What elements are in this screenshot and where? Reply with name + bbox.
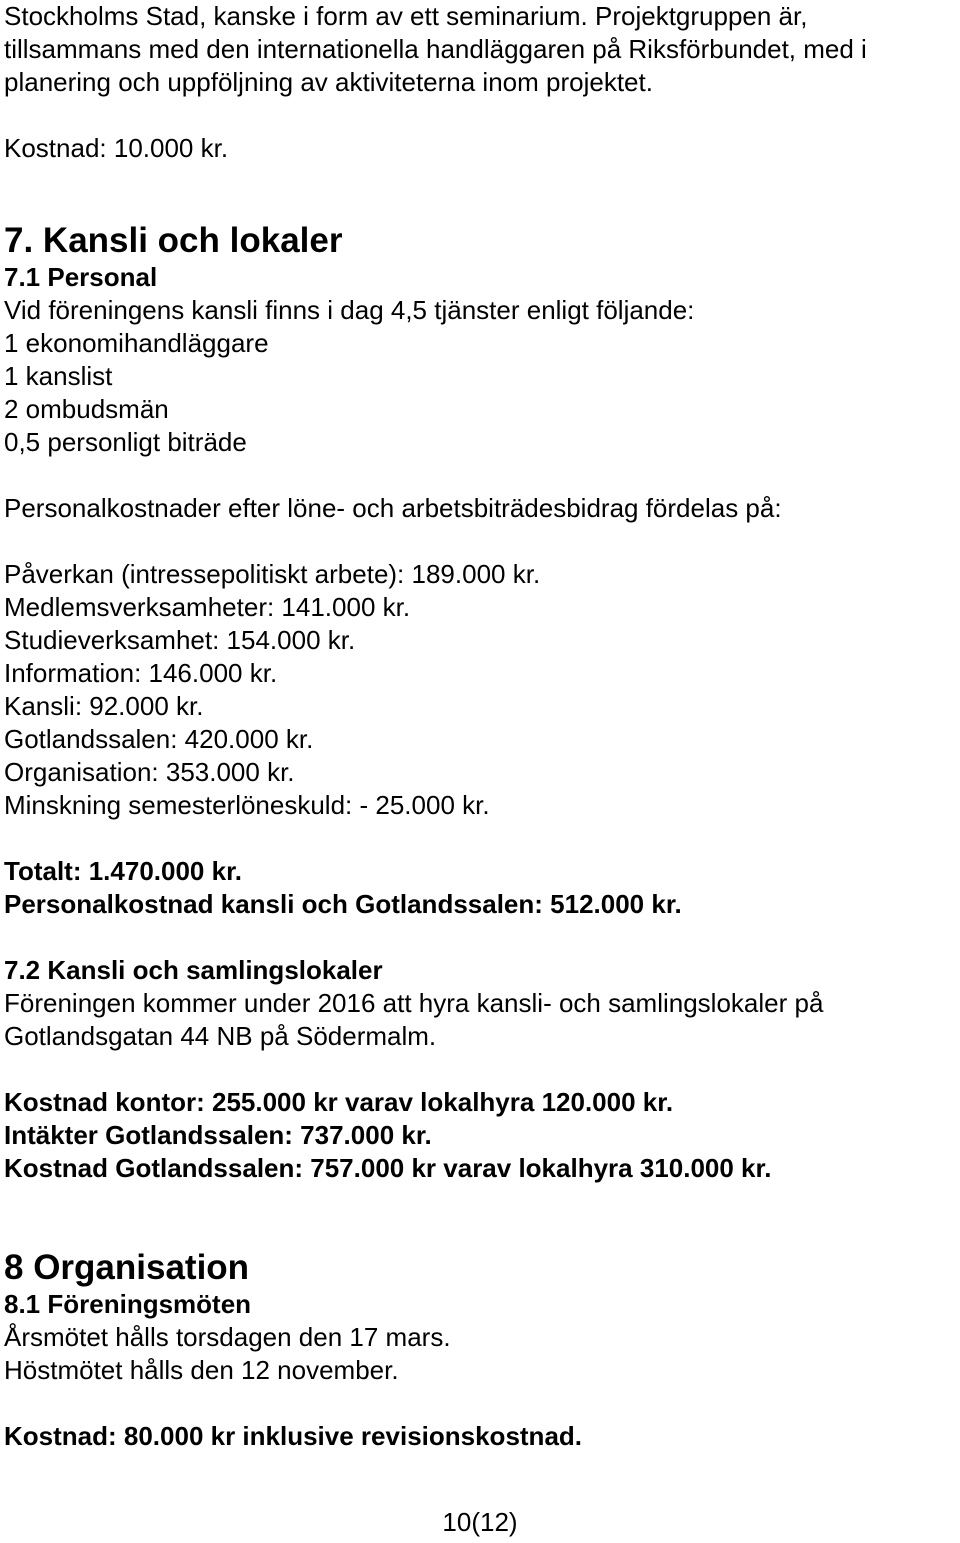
- intro-line: Stockholms Stad, kanske i form av ett seminarium. Projektgruppen är,: [4, 1, 808, 31]
- premises-line: Föreningen kommer under 2016 att hyra kansli- och samlingslokaler på: [4, 988, 824, 1018]
- staff-cost: Personalkostnad kansli och Gotlandssalen: 512.000 kr.: [4, 889, 682, 919]
- intro-line: tillsammans med den internationella handläggaren på Riksförbundet, med i: [4, 34, 867, 64]
- intro-cost: Kostnad: 10.000 kr.: [4, 133, 229, 163]
- personal-line: Vid föreningens kansli finns i dag 4,5 tjänster enligt följande:: [4, 295, 695, 325]
- meeting-line: Höstmötet hålls den 12 november.: [4, 1355, 399, 1385]
- section-7-heading: 7. Kansli och lokaler: [4, 221, 343, 260]
- personal-line: 1 kanslist: [4, 361, 113, 391]
- distribution-item: Påverkan (intressepolitiskt arbete): 189.000 kr.: [4, 559, 541, 589]
- document-page: [4, 0, 956, 1453]
- section-7-2-heading: 7.2 Kansli och samlingslokaler: [4, 955, 383, 985]
- spacer: [4, 921, 956, 954]
- spacer: [4, 525, 956, 558]
- section-7-1-heading: 7.1 Personal: [4, 262, 158, 292]
- distribution-item: Information: 146.000 kr.: [4, 658, 278, 688]
- distribution-item: Gotlandssalen: 420.000 kr.: [4, 724, 314, 754]
- spacer: [4, 459, 956, 492]
- premises-cost: Kostnad Gotlandssalen: 757.000 kr varav lokalhyra 310.000 kr.: [4, 1153, 772, 1183]
- spacer: [4, 1387, 956, 1420]
- distribution-item: Organisation: 353.000 kr.: [4, 757, 295, 787]
- meeting-line: Årsmötet hålls torsdagen den 17 mars.: [4, 1322, 451, 1352]
- meeting-cost: Kostnad: 80.000 kr inklusive revisionskostnad.: [4, 1421, 583, 1451]
- distribution-item: Medlemsverksamheter: 141.000 kr.: [4, 592, 411, 622]
- total-cost: Totalt: 1.470.000 kr.: [4, 856, 242, 886]
- spacer: [4, 99, 956, 132]
- premises-cost: Intäkter Gotlandssalen: 737.000 kr.: [4, 1120, 432, 1150]
- intro-line: planering och uppföljning av aktiviteterna inom projektet.: [4, 67, 653, 97]
- personal-line: 0,5 personligt biträde: [4, 427, 247, 457]
- page-number: 10(12): [442, 1507, 518, 1537]
- personal-line: 1 ekonomihandläggare: [4, 328, 269, 358]
- premises-line: Gotlandsgatan 44 NB på Södermalm.: [4, 1021, 437, 1051]
- personal-line: 2 ombudsmän: [4, 394, 169, 424]
- distribution-item: Minskning semesterlöneskuld: - 25.000 kr.: [4, 790, 490, 820]
- distribution-intro: Personalkostnader efter löne- och arbetsbiträdesbidrag fördelas på:: [4, 493, 782, 523]
- spacer: [4, 1185, 956, 1248]
- distribution-item: Studieverksamhet: 154.000 kr.: [4, 625, 356, 655]
- premises-cost: Kostnad kontor: 255.000 kr varav lokalhyra 120.000 kr.: [4, 1087, 674, 1117]
- section-8-heading: 8 Organisation: [4, 1248, 250, 1287]
- section-8-1-heading: 8.1 Föreningsmöten: [4, 1289, 252, 1319]
- spacer: [4, 1053, 956, 1086]
- distribution-item: Kansli: 92.000 kr.: [4, 691, 204, 721]
- spacer: [4, 822, 956, 855]
- spacer: [4, 165, 956, 221]
